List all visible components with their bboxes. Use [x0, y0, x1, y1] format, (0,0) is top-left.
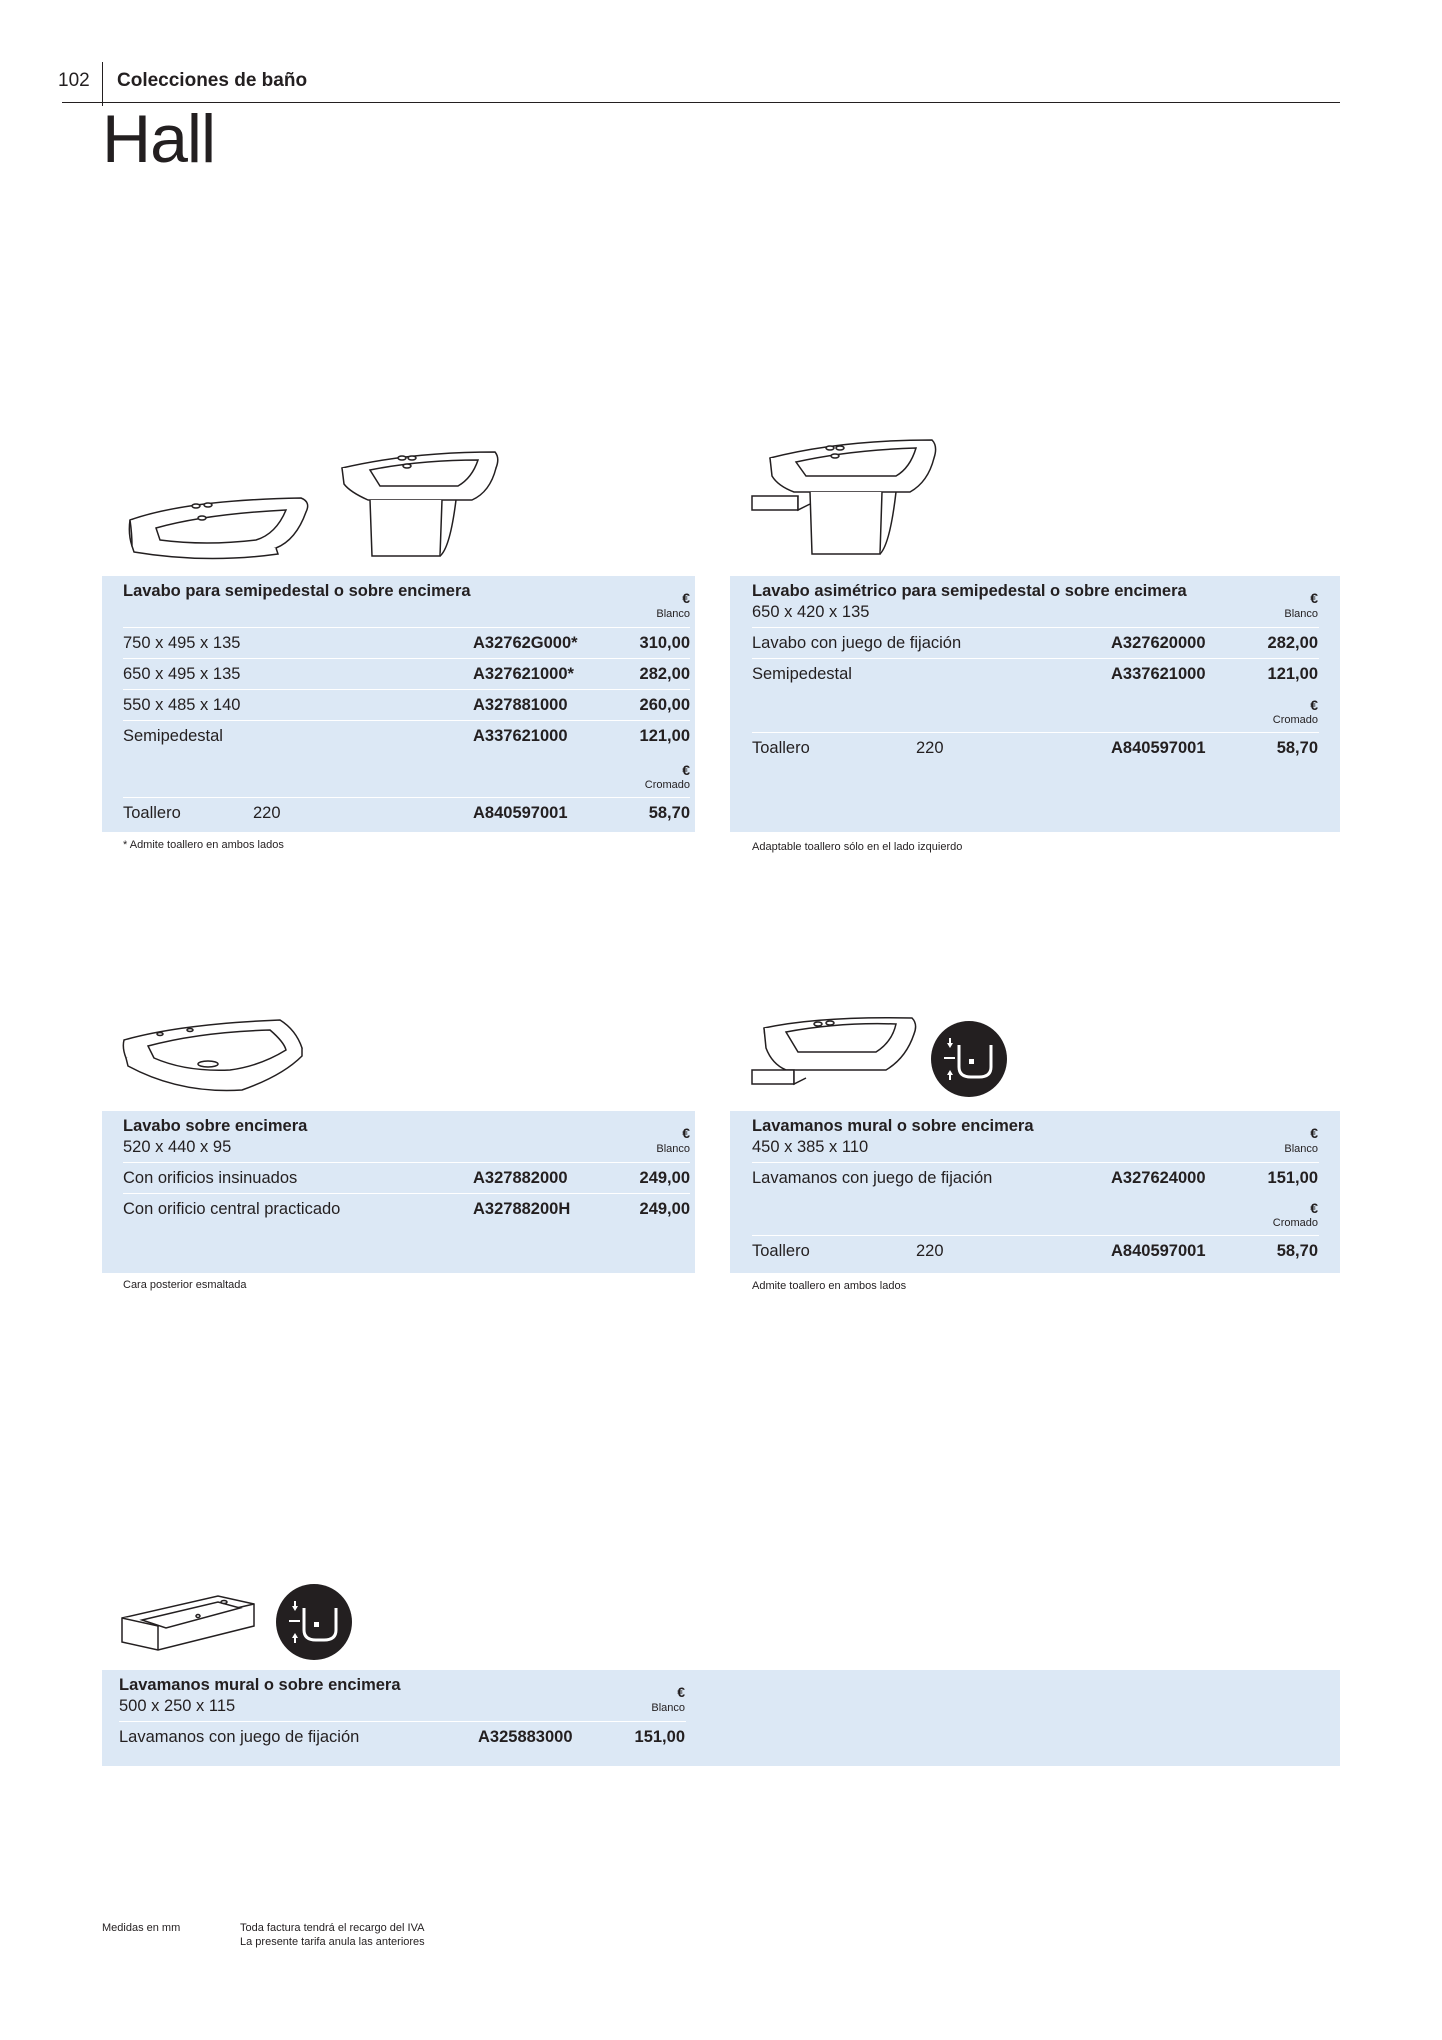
currency-label: €	[682, 762, 690, 778]
row-desc: 750 x 495 x 135	[123, 634, 241, 652]
currency-label: €	[1310, 697, 1318, 713]
page-number: 102	[58, 70, 90, 91]
product-title: Lavabo sobre encimera	[123, 1117, 308, 1135]
product-price: 282,00	[639, 665, 690, 683]
footer-measures: Medidas en mm	[102, 1922, 181, 1934]
washbasin-countertop-illustration	[126, 490, 311, 570]
washbasin-semipedestal-illustration	[340, 448, 500, 563]
product-note: * Admite toallero en ambos lados	[123, 839, 284, 851]
towel-desc: Toallero	[752, 739, 810, 757]
finish-white-label: Blanco	[1284, 1143, 1318, 1155]
product-code: A327620000	[1111, 634, 1206, 652]
product-code: A32762G000*	[473, 634, 578, 652]
currency-label: €	[1310, 1125, 1318, 1141]
collection-title: Hall	[102, 101, 216, 177]
product-price: 121,00	[1267, 665, 1318, 683]
towel-price: 58,70	[1276, 739, 1318, 757]
compact-size-icon	[931, 1021, 1007, 1097]
row-divider	[752, 1235, 1319, 1236]
product-price: 249,00	[639, 1169, 690, 1187]
towel-price: 58,70	[1276, 1242, 1318, 1260]
towel-price: 58,70	[648, 804, 690, 822]
row-desc: Lavabo con juego de fijación	[752, 634, 962, 652]
product-price: 121,00	[639, 727, 690, 745]
row-desc: Con orificios insinuados	[123, 1169, 298, 1187]
towel-desc: Toallero	[123, 804, 181, 822]
product-note: Cara posterior esmaltada	[123, 1279, 247, 1291]
towel-size: 220	[916, 739, 944, 757]
washbasin-asymmetric-illustration	[750, 436, 940, 562]
small-hand-basin-illustration	[118, 1590, 258, 1660]
row-desc: 650 x 495 x 135	[123, 665, 241, 683]
finish-chrome-label: Cromado	[644, 779, 690, 791]
wall-basin-illustration	[750, 1012, 920, 1090]
currency-label: €	[677, 1684, 685, 1700]
currency-label: €	[682, 1125, 690, 1141]
product-price: 310,00	[639, 634, 690, 652]
row-divider	[752, 627, 1319, 628]
row-divider	[123, 627, 690, 628]
product-dimensions: 500 x 250 x 115	[119, 1697, 236, 1715]
product-code: A337621000	[473, 727, 568, 745]
towel-size: 220	[916, 1242, 944, 1260]
row-divider	[123, 689, 690, 690]
product-title: Lavamanos mural o sobre encimera	[752, 1117, 1034, 1135]
product-code: A337621000	[1111, 665, 1206, 683]
product-code: A327882000	[473, 1169, 568, 1187]
product-title: Lavabo asimétrico para semipedestal o sobre encimera	[752, 582, 1187, 600]
row-divider	[752, 732, 1319, 733]
finish-chrome-label: Cromado	[1272, 714, 1318, 726]
row-divider	[752, 1162, 1319, 1163]
compact-size-icon	[276, 1584, 352, 1660]
towel-desc: Toallero	[752, 1242, 810, 1260]
currency-label: €	[682, 590, 690, 606]
finish-chrome-label: Cromado	[1272, 1217, 1318, 1229]
product-code: A32788200H	[473, 1200, 571, 1218]
product-note: Admite toallero en ambos lados	[752, 1280, 907, 1292]
product-dimensions: 650 x 420 x 135	[752, 603, 870, 621]
row-divider	[123, 720, 690, 721]
header-rule	[62, 102, 1340, 103]
finish-white-label: Blanco	[651, 1702, 685, 1714]
product-code: A327624000	[1111, 1169, 1206, 1187]
product-price: 249,00	[639, 1200, 690, 1218]
product-price: 151,00	[634, 1728, 685, 1746]
product-code: A327881000	[473, 696, 568, 714]
row-divider	[123, 1193, 690, 1194]
towel-size: 220	[253, 804, 281, 822]
finish-white-label: Blanco	[656, 608, 690, 620]
row-divider	[123, 797, 690, 798]
product-title: Lavamanos mural o sobre encimera	[119, 1676, 401, 1694]
row-desc: Semipedestal	[752, 665, 852, 683]
product-price: 151,00	[1267, 1169, 1318, 1187]
row-desc: Lavamanos con juego de fijación	[119, 1728, 360, 1746]
row-desc: 550 x 485 x 140	[123, 696, 241, 714]
finish-white-label: Blanco	[656, 1143, 690, 1155]
footer-vat: Toda factura tendrá el recargo del IVA	[240, 1922, 425, 1934]
row-divider	[752, 658, 1319, 659]
row-divider	[119, 1721, 686, 1722]
row-divider	[123, 658, 690, 659]
finish-white-label: Blanco	[1284, 608, 1318, 620]
countertop-basin-illustration	[120, 1018, 305, 1100]
row-divider	[123, 1162, 690, 1163]
currency-label: €	[1310, 1200, 1318, 1216]
section-title: Colecciones de baño	[117, 70, 308, 91]
towel-code: A840597001	[1111, 1242, 1206, 1260]
product-code: A325883000	[478, 1728, 573, 1746]
towel-code: A840597001	[473, 804, 568, 822]
row-desc: Semipedestal	[123, 727, 223, 745]
product-dimensions: 450 x 385 x 110	[752, 1138, 869, 1156]
product-dimensions: 520 x 440 x 95	[123, 1138, 232, 1156]
row-desc: Con orificio central practicado	[123, 1200, 341, 1218]
footer-supersedes: La presente tarifa anula las anteriores	[240, 1936, 425, 1948]
product-code: A327621000*	[473, 665, 574, 683]
product-price: 260,00	[639, 696, 690, 714]
product-price: 282,00	[1267, 634, 1318, 652]
towel-code: A840597001	[1111, 739, 1206, 757]
currency-label: €	[1310, 590, 1318, 606]
row-desc: Lavamanos con juego de fijación	[752, 1169, 993, 1187]
product-title: Lavabo para semipedestal o sobre encimera	[123, 582, 471, 600]
product-note: Adaptable toallero sólo en el lado izquierdo	[752, 841, 963, 853]
